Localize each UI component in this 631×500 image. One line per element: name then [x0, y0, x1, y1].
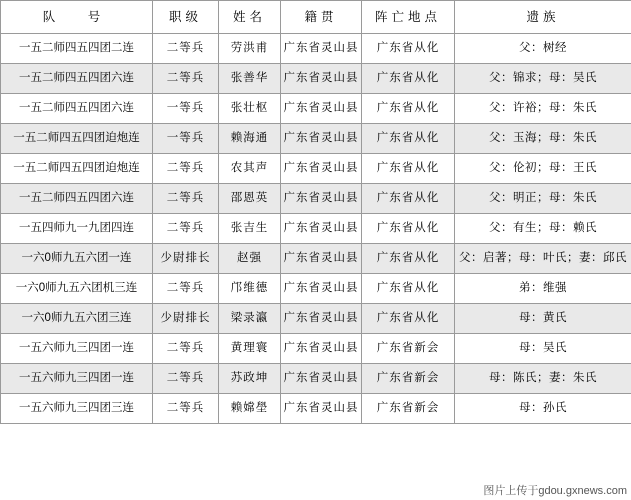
cell-kin: 父：树经 [455, 34, 631, 64]
cell-unit: 一五六师九三四团一连 [1, 364, 153, 394]
cell-origin: 广东省灵山县 [281, 64, 362, 94]
table-body [1, 34, 631, 424]
cell-rank: 二等兵 [153, 394, 219, 424]
column-header-kin: 遗族 [455, 1, 631, 34]
cell-name: 邝维德 [219, 274, 281, 304]
cell-kin: 母：黄氏 [455, 304, 631, 334]
cell-place: 广东省从化 [362, 94, 455, 124]
column-header-name: 姓名 [219, 1, 281, 34]
table-row [1, 34, 631, 64]
cell-origin: 广东省灵山县 [281, 304, 362, 334]
cell-place: 广东省新会 [362, 394, 455, 424]
cell-rank: 二等兵 [153, 274, 219, 304]
table-row [1, 304, 631, 334]
table-row [1, 124, 631, 154]
cell-place: 广东省从化 [362, 304, 455, 334]
table-row [1, 334, 631, 364]
table-row [1, 154, 631, 184]
cell-origin: 广东省灵山县 [281, 94, 362, 124]
cell-kin: 母：吴氏 [455, 334, 631, 364]
cell-place: 广东省从化 [362, 34, 455, 64]
cell-kin: 弟：维强 [455, 274, 631, 304]
cell-origin: 广东省灵山县 [281, 274, 362, 304]
cell-unit: 一六0师九五六团三连 [1, 304, 153, 334]
cell-kin: 母：孙氏 [455, 394, 631, 424]
cell-place: 广东省从化 [362, 244, 455, 274]
cell-unit: 一六0师九五六团一连 [1, 244, 153, 274]
cell-rank: 二等兵 [153, 184, 219, 214]
cell-origin: 广东省灵山县 [281, 364, 362, 394]
cell-kin: 父：伦初；母：王氏 [455, 154, 631, 184]
cell-rank: 二等兵 [153, 154, 219, 184]
cell-kin: 父：玉海；母：朱氏 [455, 124, 631, 154]
cell-place: 广东省从化 [362, 214, 455, 244]
cell-unit: 一五二师四五四团二连 [1, 34, 153, 64]
cell-rank: 少尉排长 [153, 304, 219, 334]
cell-unit: 一五四师九一九团四连 [1, 214, 153, 244]
table-header [1, 1, 631, 34]
cell-rank: 二等兵 [153, 214, 219, 244]
cell-unit: 一六0师九五六团机三连 [1, 274, 153, 304]
cell-origin: 广东省灵山县 [281, 124, 362, 154]
cell-origin: 广东省灵山县 [281, 154, 362, 184]
cell-rank: 少尉排长 [153, 244, 219, 274]
cell-unit: 一五二师四五四团六连 [1, 64, 153, 94]
cell-rank: 二等兵 [153, 334, 219, 364]
cell-rank: 二等兵 [153, 64, 219, 94]
cell-unit: 一五二师四五四团迫炮连 [1, 154, 153, 184]
cell-rank: 一等兵 [153, 124, 219, 154]
column-header-unit: 队 号 [1, 1, 153, 34]
table-row [1, 64, 631, 94]
cell-name: 赖海通 [219, 124, 281, 154]
cell-kin: 母：陈氏；妻：朱氏 [455, 364, 631, 394]
cell-rank: 二等兵 [153, 364, 219, 394]
cell-place: 广东省从化 [362, 184, 455, 214]
table-row [1, 364, 631, 394]
cell-rank: 一等兵 [153, 94, 219, 124]
cell-name: 赖嫦壆 [219, 394, 281, 424]
cell-place: 广东省从化 [362, 124, 455, 154]
cell-unit: 一五二师四五四团六连 [1, 94, 153, 124]
cell-place: 广东省新会 [362, 364, 455, 394]
table-row [1, 94, 631, 124]
cell-name: 苏政坤 [219, 364, 281, 394]
cell-name: 张善华 [219, 64, 281, 94]
cell-kin: 父：锦求；母：吴氏 [455, 64, 631, 94]
column-header-place: 阵亡地点 [362, 1, 455, 34]
cell-origin: 广东省灵山县 [281, 34, 362, 64]
cell-name: 农其声 [219, 154, 281, 184]
cell-name: 张壮枢 [219, 94, 281, 124]
cell-name: 梁录瀛 [219, 304, 281, 334]
table-row [1, 214, 631, 244]
table-header-row [1, 1, 631, 34]
cell-name: 黄理寰 [219, 334, 281, 364]
table-row [1, 244, 631, 274]
table-row [1, 394, 631, 424]
cell-name: 赵强 [219, 244, 281, 274]
cell-kin: 父：明正；母：朱氏 [455, 184, 631, 214]
cell-place: 广东省从化 [362, 154, 455, 184]
cell-origin: 广东省灵山县 [281, 184, 362, 214]
cell-origin: 广东省灵山县 [281, 244, 362, 274]
cell-place: 广东省从化 [362, 274, 455, 304]
column-header-rank: 职级 [153, 1, 219, 34]
cell-unit: 一五六师九三四团三连 [1, 394, 153, 424]
cell-kin: 父：有生；母：赖氏 [455, 214, 631, 244]
cell-name: 劳洪甫 [219, 34, 281, 64]
table-row [1, 184, 631, 214]
cell-place: 广东省新会 [362, 334, 455, 364]
column-header-origin: 籍贯 [281, 1, 362, 34]
cell-place: 广东省从化 [362, 64, 455, 94]
table-row [1, 274, 631, 304]
cell-origin: 广东省灵山县 [281, 214, 362, 244]
cell-kin: 父：启著；母：叶氏；妻：邱氏 [455, 244, 631, 274]
cell-rank: 二等兵 [153, 34, 219, 64]
cell-unit: 一五六师九三四团一连 [1, 334, 153, 364]
cell-origin: 广东省灵山县 [281, 334, 362, 364]
watermark-text: 图片上传于gdou.gxnews.com [483, 482, 627, 498]
cell-unit: 一五二师四五四团六连 [1, 184, 153, 214]
cell-name: 邵恩英 [219, 184, 281, 214]
cell-name: 张吉生 [219, 214, 281, 244]
cell-kin: 父：许裕；母：朱氏 [455, 94, 631, 124]
cell-unit: 一五二师四五四团迫炮连 [1, 124, 153, 154]
cell-origin: 广东省灵山县 [281, 394, 362, 424]
